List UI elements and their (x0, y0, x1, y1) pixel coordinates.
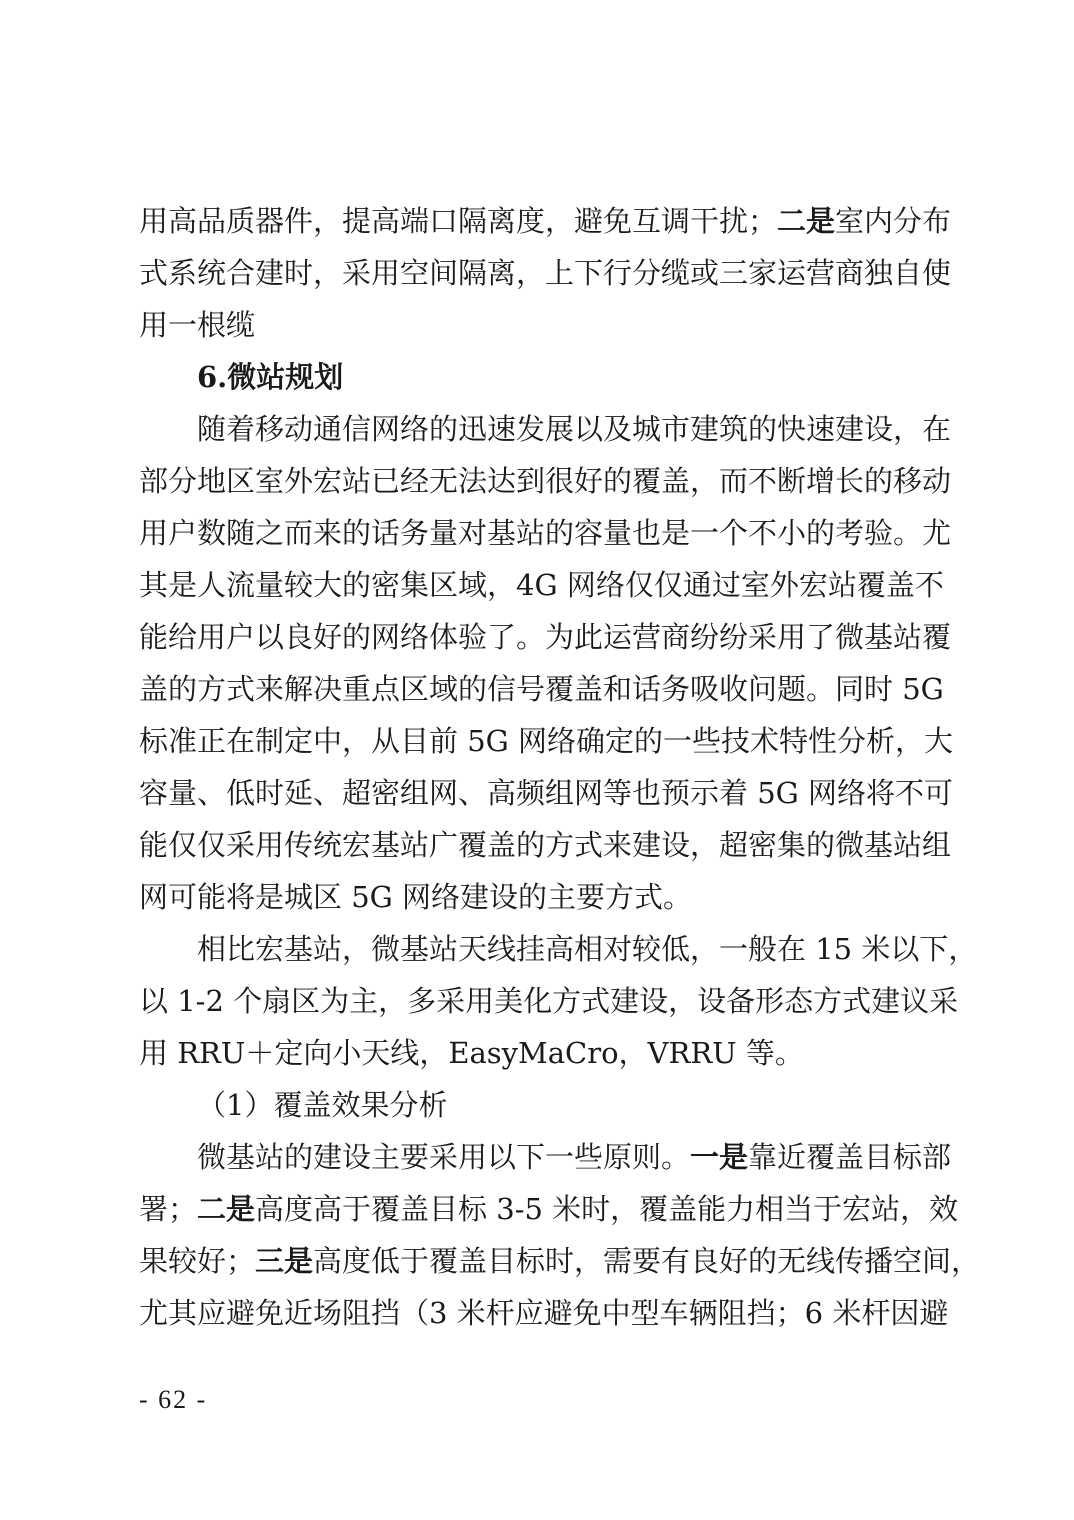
paragraph-line (139, 1183, 959, 1235)
paragraph-line: 能仅仅采用传统宏基站广覆盖的方式来建设，超密集的微基站组 (139, 828, 952, 862)
text-run: 微基站的建设主要采用以下一些原则。 (197, 1140, 691, 1174)
paragraph-line: 随着移动通信网络的迅速发展以及城市建筑的快速建设，在 (197, 412, 952, 446)
emphasis-text: 一是 (690, 1140, 749, 1174)
paragraph-line: 以 1-2 个扇区为主，多采用美化方式建设，设备形态方式建议采 (139, 984, 959, 1018)
paragraph-line: 其是人流量较大的密集区域，4G 网络仅仅通过室外宏站覆盖不 (139, 568, 944, 602)
emphasis-text: 二是 (197, 1192, 256, 1226)
emphasis-text: 三是 (255, 1244, 314, 1278)
paragraph-line: 容量、低时延、超密组网、高频组网等也预示着 5G 网络将不可 (139, 776, 954, 810)
paragraph-line (139, 1235, 981, 1287)
paragraph-line: 用 RRU＋定向小天线，EasyMaCro，VRRU 等。 (139, 1036, 804, 1070)
page-number: - 62 - (139, 1385, 208, 1414)
paragraph-line: 用户数随之而来的话务量对基站的容量也是一个不小的考验。尤 (139, 516, 952, 550)
text-run: 用高品质器件，提高端口隔离度，避免互调干扰； (139, 204, 778, 238)
paragraph-line: 能给用户以良好的网络体验了。为此运营商纷纷采用了微基站覆 (139, 620, 952, 654)
text-run: 高度低于覆盖目标时，需要有良好的无线传播空间， (313, 1244, 981, 1278)
paragraph-line: 部分地区室外宏站已经无法达到很好的覆盖，而不断增长的移动 (139, 464, 952, 498)
paragraph-line: 盖的方式来解决重点区域的信号覆盖和话务吸收问题。同时 5G (139, 672, 944, 706)
paragraph-line: 尤其应避免近场阻挡（3 米杆应避免中型车辆阻挡；6 米杆因避 (139, 1296, 949, 1330)
emphasis-text: 二是 (777, 204, 836, 238)
text-run: 室内分布 (835, 204, 952, 238)
subsection-heading: （1）覆盖效果分析 (197, 1088, 448, 1122)
paragraph-line (139, 1131, 952, 1183)
text-run: 高度高于覆盖目标 3-5 米时，覆盖能力相当于宏站，效 (255, 1192, 959, 1226)
paragraph-line: 式系统合建时，采用空间隔离，上下行分缆或三家运营商独自使 (139, 256, 952, 290)
text-run: 果较好； (139, 1244, 256, 1278)
section-heading: 6.微站规划 (197, 360, 344, 394)
paragraph-line: 标准正在制定中，从目前 5G 网络确定的一些技术特性分析，大 (139, 724, 954, 758)
paragraph-line: 网可能将是城区 5G 网络建设的主要方式。 (139, 880, 693, 914)
document-page (139, 195, 981, 1339)
text-run: 靠近覆盖目标部 (748, 1140, 952, 1174)
paragraph-line: 相比宏基站，微基站天线挂高相对较低，一般在 15 米以下， (197, 932, 978, 966)
text-run: 署； (139, 1192, 198, 1226)
paragraph-line: 用一根缆 (139, 308, 256, 342)
paragraph-line (139, 195, 952, 247)
